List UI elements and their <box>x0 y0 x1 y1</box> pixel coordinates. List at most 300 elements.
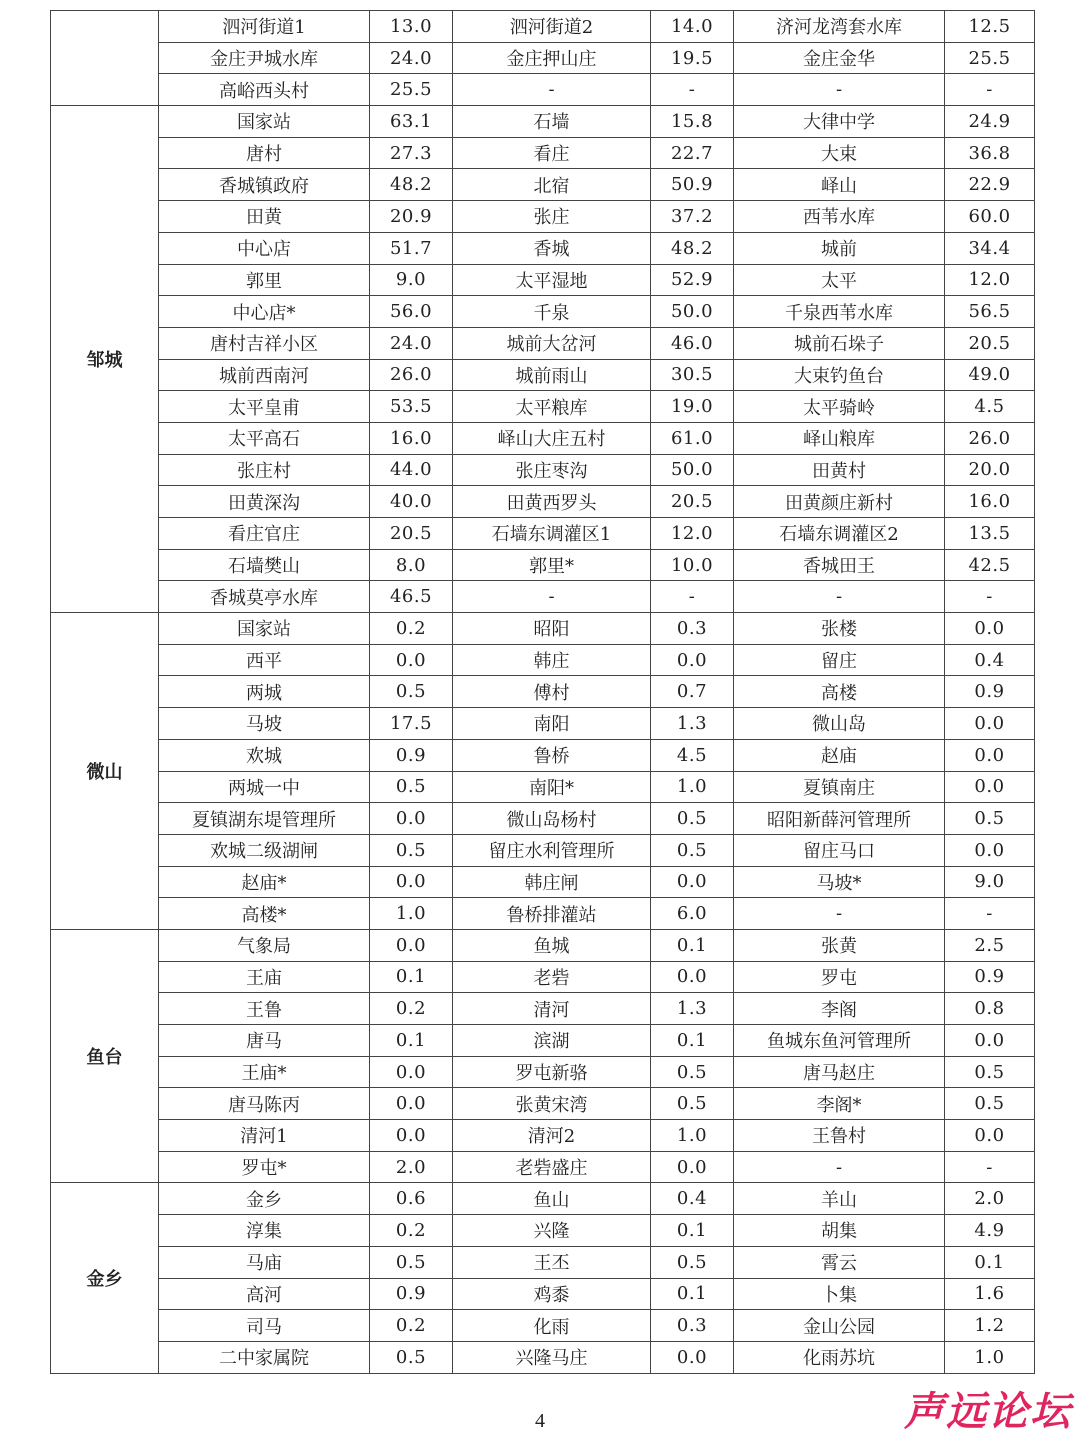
station-name-cell: 香城田王 <box>734 549 945 581</box>
station-name-cell: 司马 <box>159 1310 370 1342</box>
rainfall-value-cell: 0.1 <box>945 1246 1035 1278</box>
station-name-cell: 王庙* <box>159 1056 370 1088</box>
rainfall-value-cell: 22.9 <box>945 169 1035 201</box>
table-row <box>51 834 1035 866</box>
station-name-cell: 城前西南河 <box>159 359 370 391</box>
rainfall-value-cell: 48.2 <box>370 169 453 201</box>
rainfall-table-body <box>51 11 1035 1374</box>
station-name-cell: 马庙 <box>159 1246 370 1278</box>
table-row <box>51 169 1035 201</box>
rainfall-value-cell: 36.8 <box>945 137 1035 169</box>
station-name-cell: 张黄 <box>734 929 945 961</box>
station-name-cell: 清河 <box>453 993 651 1025</box>
rainfall-value-cell: 1.6 <box>945 1278 1035 1310</box>
rainfall-value-cell: 0.0 <box>370 803 453 835</box>
rainfall-value-cell: 2.0 <box>945 1183 1035 1215</box>
rainfall-value-cell: 2.5 <box>945 929 1035 961</box>
station-name-cell: 赵庙* <box>159 866 370 898</box>
station-name-cell: 卜集 <box>734 1278 945 1310</box>
table-row <box>51 929 1035 961</box>
rainfall-value-cell: 2.0 <box>370 1151 453 1183</box>
station-name-cell: 田黄深沟 <box>159 486 370 518</box>
rainfall-value-cell: 0.5 <box>651 1056 734 1088</box>
rainfall-value-cell: 0.2 <box>370 613 453 645</box>
table-row <box>51 803 1035 835</box>
rainfall-value-cell: 0.0 <box>370 1056 453 1088</box>
station-name-cell: 傅村 <box>453 676 651 708</box>
rainfall-value-cell: 0.2 <box>370 993 453 1025</box>
station-name-cell: 唐村 <box>159 137 370 169</box>
station-name-cell: 金山公园 <box>734 1310 945 1342</box>
rainfall-value-cell: 22.7 <box>651 137 734 169</box>
station-name-cell: 国家站 <box>159 106 370 138</box>
rainfall-value-cell: 0.0 <box>945 771 1035 803</box>
rainfall-value-cell: 0.0 <box>945 613 1035 645</box>
rainfall-value-cell: 0.7 <box>651 676 734 708</box>
station-name-cell: 昭阳 <box>453 613 651 645</box>
rainfall-value-cell: 37.2 <box>651 201 734 233</box>
table-row <box>51 1246 1035 1278</box>
station-name-cell: 化雨 <box>453 1310 651 1342</box>
rainfall-value-cell: 0.0 <box>370 1120 453 1152</box>
station-name-cell: 田黄西罗头 <box>453 486 651 518</box>
station-name-cell: 唐马赵庄 <box>734 1056 945 1088</box>
rainfall-value-cell: 0.5 <box>651 1088 734 1120</box>
rainfall-value-cell: 40.0 <box>370 486 453 518</box>
station-name-cell: 赵庙 <box>734 739 945 771</box>
table-row <box>51 644 1035 676</box>
rainfall-value-cell: 1.0 <box>651 1120 734 1152</box>
rainfall-value-cell: 0.2 <box>370 1215 453 1247</box>
station-name-cell: 高楼 <box>734 676 945 708</box>
station-name-cell: 鲁桥排灌站 <box>453 898 651 930</box>
rainfall-value-cell: 0.5 <box>370 1341 453 1373</box>
station-name-cell: 南阳 <box>453 708 651 740</box>
rainfall-value-cell: 26.0 <box>370 359 453 391</box>
table-row <box>51 898 1035 930</box>
rainfall-value-cell: 15.8 <box>651 106 734 138</box>
table-row <box>51 137 1035 169</box>
station-name-cell: 兴隆 <box>453 1215 651 1247</box>
rainfall-value-cell: 24.0 <box>370 42 453 74</box>
table-row <box>51 1151 1035 1183</box>
table-row <box>51 422 1035 454</box>
rainfall-value-cell: 9.0 <box>945 866 1035 898</box>
rainfall-value-cell: 61.0 <box>651 422 734 454</box>
rainfall-value-cell: 20.5 <box>651 486 734 518</box>
rainfall-value-cell: 8.0 <box>370 549 453 581</box>
station-name-cell: 高河 <box>159 1278 370 1310</box>
station-name-cell: 鸡黍 <box>453 1278 651 1310</box>
table-row <box>51 1025 1035 1057</box>
station-name-cell: 气象局 <box>159 929 370 961</box>
station-name-cell: - <box>734 898 945 930</box>
rainfall-value-cell: 0.4 <box>945 644 1035 676</box>
station-name-cell: 南阳* <box>453 771 651 803</box>
rainfall-value-cell: 0.1 <box>370 961 453 993</box>
station-name-cell: 二中家属院 <box>159 1341 370 1373</box>
table-row <box>51 708 1035 740</box>
station-name-cell: 微山岛 <box>734 708 945 740</box>
station-name-cell: 香城镇政府 <box>159 169 370 201</box>
table-row <box>51 232 1035 264</box>
rainfall-value-cell: - <box>651 74 734 106</box>
rainfall-value-cell: 0.3 <box>651 1310 734 1342</box>
rainfall-value-cell: 0.0 <box>370 1088 453 1120</box>
station-name-cell: 唐村吉祥小区 <box>159 327 370 359</box>
rainfall-value-cell: 17.5 <box>370 708 453 740</box>
rainfall-value-cell: 0.2 <box>370 1310 453 1342</box>
station-name-cell: 石墙东调灌区1 <box>453 518 651 550</box>
rainfall-value-cell: 20.5 <box>370 518 453 550</box>
rainfall-value-cell: 27.3 <box>370 137 453 169</box>
table-row <box>51 1120 1035 1152</box>
station-name-cell: 大律中学 <box>734 106 945 138</box>
rainfall-value-cell: 20.9 <box>370 201 453 233</box>
station-name-cell: 张庄 <box>453 201 651 233</box>
rainfall-value-cell: 0.8 <box>945 993 1035 1025</box>
station-name-cell: 金乡 <box>159 1183 370 1215</box>
station-name-cell: 罗屯新骆 <box>453 1056 651 1088</box>
county-cell: 邹城 <box>51 106 159 613</box>
station-name-cell: 两城一中 <box>159 771 370 803</box>
station-name-cell: 太平 <box>734 264 945 296</box>
rainfall-table <box>50 10 1035 1374</box>
rainfall-value-cell: 34.4 <box>945 232 1035 264</box>
rainfall-value-cell: 0.5 <box>945 1056 1035 1088</box>
station-name-cell: 北宿 <box>453 169 651 201</box>
rainfall-value-cell: 0.0 <box>370 644 453 676</box>
rainfall-value-cell: 44.0 <box>370 454 453 486</box>
table-row <box>51 771 1035 803</box>
table-row <box>51 1215 1035 1247</box>
rainfall-value-cell: 0.5 <box>945 1088 1035 1120</box>
table-row <box>51 549 1035 581</box>
rainfall-value-cell: 0.0 <box>651 961 734 993</box>
rainfall-value-cell: 14.0 <box>651 11 734 43</box>
station-name-cell: 霄云 <box>734 1246 945 1278</box>
table-row <box>51 1183 1035 1215</box>
station-name-cell: - <box>734 581 945 613</box>
station-name-cell: 千泉西苇水库 <box>734 296 945 328</box>
station-name-cell: 太平皇甫 <box>159 391 370 423</box>
rainfall-value-cell: 25.5 <box>945 42 1035 74</box>
station-name-cell: 夏镇南庄 <box>734 771 945 803</box>
station-name-cell: 大束钓鱼台 <box>734 359 945 391</box>
station-name-cell: 李阁 <box>734 993 945 1025</box>
rainfall-value-cell: 0.0 <box>651 866 734 898</box>
rainfall-value-cell: 0.5 <box>370 1246 453 1278</box>
station-name-cell: 石墙 <box>453 106 651 138</box>
station-name-cell: 香城 <box>453 232 651 264</box>
station-name-cell: 胡集 <box>734 1215 945 1247</box>
table-row <box>51 391 1035 423</box>
rainfall-value-cell: 0.5 <box>370 676 453 708</box>
rainfall-value-cell: 46.0 <box>651 327 734 359</box>
station-name-cell: 韩庄闸 <box>453 866 651 898</box>
county-cell <box>51 11 159 106</box>
station-name-cell: 高峪西头村 <box>159 74 370 106</box>
table-row <box>51 42 1035 74</box>
county-cell: 鱼台 <box>51 929 159 1183</box>
station-name-cell: 太平骑岭 <box>734 391 945 423</box>
station-name-cell: 国家站 <box>159 613 370 645</box>
rainfall-value-cell: 50.9 <box>651 169 734 201</box>
station-name-cell: 看庄 <box>453 137 651 169</box>
rainfall-value-cell: 13.0 <box>370 11 453 43</box>
station-name-cell: 田黄颜庄新村 <box>734 486 945 518</box>
station-name-cell: 鱼城 <box>453 929 651 961</box>
station-name-cell: 看庄官庄 <box>159 518 370 550</box>
station-name-cell: 马坡* <box>734 866 945 898</box>
station-name-cell: 金庄金华 <box>734 42 945 74</box>
table-row <box>51 201 1035 233</box>
station-name-cell: 滨湖 <box>453 1025 651 1057</box>
rainfall-value-cell: 46.5 <box>370 581 453 613</box>
station-name-cell: 西苇水库 <box>734 201 945 233</box>
rainfall-value-cell: 0.0 <box>945 1120 1035 1152</box>
station-name-cell: 留庄马口 <box>734 834 945 866</box>
station-name-cell: 欢城二级湖闸 <box>159 834 370 866</box>
rainfall-value-cell: - <box>945 898 1035 930</box>
station-name-cell: 韩庄 <box>453 644 651 676</box>
station-name-cell: 清河2 <box>453 1120 651 1152</box>
rainfall-value-cell: 53.5 <box>370 391 453 423</box>
station-name-cell: 峄山粮库 <box>734 422 945 454</box>
station-name-cell: 鱼山 <box>453 1183 651 1215</box>
station-name-cell: 金庄押山庄 <box>453 42 651 74</box>
station-name-cell: 泗河街道2 <box>453 11 651 43</box>
table-row <box>51 486 1035 518</box>
rainfall-value-cell: 0.0 <box>651 1341 734 1373</box>
rainfall-value-cell: 10.0 <box>651 549 734 581</box>
rainfall-value-cell: 0.0 <box>945 834 1035 866</box>
station-name-cell: 千泉 <box>453 296 651 328</box>
rainfall-value-cell: 13.5 <box>945 518 1035 550</box>
table-row <box>51 1310 1035 1342</box>
rainfall-value-cell: 0.9 <box>370 1278 453 1310</box>
rainfall-value-cell: 19.5 <box>651 42 734 74</box>
rainfall-value-cell: 52.9 <box>651 264 734 296</box>
table-row <box>51 581 1035 613</box>
station-name-cell: 鲁桥 <box>453 739 651 771</box>
station-name-cell: 香城莫亭水库 <box>159 581 370 613</box>
rainfall-value-cell: 26.0 <box>945 422 1035 454</box>
table-row <box>51 1088 1035 1120</box>
station-name-cell: 马坡 <box>159 708 370 740</box>
station-name-cell: 鱼城东鱼河管理所 <box>734 1025 945 1057</box>
rainfall-value-cell: 0.0 <box>651 1151 734 1183</box>
rainfall-value-cell: - <box>945 74 1035 106</box>
station-name-cell: 李阁* <box>734 1088 945 1120</box>
table-row <box>51 866 1035 898</box>
table-row <box>51 613 1035 645</box>
rainfall-value-cell: 0.5 <box>651 834 734 866</box>
page-number: 4 <box>535 1410 545 1432</box>
rainfall-value-cell: 16.0 <box>945 486 1035 518</box>
rainfall-value-cell: 50.0 <box>651 454 734 486</box>
station-name-cell: 唐马陈丙 <box>159 1088 370 1120</box>
station-name-cell: - <box>453 74 651 106</box>
rainfall-value-cell: 0.3 <box>651 613 734 645</box>
rainfall-value-cell: 0.5 <box>651 803 734 835</box>
rainfall-value-cell: 0.1 <box>651 929 734 961</box>
station-name-cell: 西平 <box>159 644 370 676</box>
station-name-cell: 罗屯* <box>159 1151 370 1183</box>
rainfall-value-cell: 12.0 <box>651 518 734 550</box>
rainfall-value-cell: 20.5 <box>945 327 1035 359</box>
station-name-cell: 淳集 <box>159 1215 370 1247</box>
rainfall-value-cell: - <box>945 581 1035 613</box>
station-name-cell: 大束 <box>734 137 945 169</box>
rainfall-value-cell: 0.5 <box>945 803 1035 835</box>
station-name-cell: 两城 <box>159 676 370 708</box>
rainfall-value-cell: 0.1 <box>651 1025 734 1057</box>
table-row <box>51 74 1035 106</box>
rainfall-value-cell: 0.1 <box>370 1025 453 1057</box>
rainfall-value-cell: 9.0 <box>370 264 453 296</box>
rainfall-value-cell: 50.0 <box>651 296 734 328</box>
station-name-cell: 张庄村 <box>159 454 370 486</box>
station-name-cell: 老砦 <box>453 961 651 993</box>
station-name-cell: - <box>453 581 651 613</box>
station-name-cell: 清河1 <box>159 1120 370 1152</box>
table-row <box>51 264 1035 296</box>
station-name-cell: 夏镇湖东堤管理所 <box>159 803 370 835</box>
table-row <box>51 1056 1035 1088</box>
rainfall-value-cell: 56.5 <box>945 296 1035 328</box>
rainfall-value-cell: 1.3 <box>651 993 734 1025</box>
rainfall-value-cell: 25.5 <box>370 74 453 106</box>
station-name-cell: 石墙东调灌区2 <box>734 518 945 550</box>
rainfall-value-cell: 0.0 <box>370 866 453 898</box>
station-name-cell: 高楼* <box>159 898 370 930</box>
rainfall-value-cell: 24.9 <box>945 106 1035 138</box>
table-row <box>51 518 1035 550</box>
rainfall-value-cell: 0.9 <box>945 961 1035 993</box>
station-name-cell: 唐马 <box>159 1025 370 1057</box>
rainfall-value-cell: 1.0 <box>945 1341 1035 1373</box>
table-row <box>51 11 1035 43</box>
rainfall-value-cell: 20.0 <box>945 454 1035 486</box>
rainfall-value-cell: - <box>651 581 734 613</box>
rainfall-value-cell: 0.0 <box>945 1025 1035 1057</box>
forum-watermark-logo: 声远论坛 <box>904 1389 1072 1435</box>
rainfall-value-cell: 0.6 <box>370 1183 453 1215</box>
station-name-cell: 田黄 <box>159 201 370 233</box>
station-name-cell: 王丕 <box>453 1246 651 1278</box>
rainfall-value-cell: 0.0 <box>651 644 734 676</box>
table-row <box>51 1278 1035 1310</box>
table-row <box>51 993 1035 1025</box>
station-name-cell: 城前 <box>734 232 945 264</box>
rainfall-value-cell: 0.0 <box>945 739 1035 771</box>
rainfall-value-cell: 19.0 <box>651 391 734 423</box>
table-row <box>51 106 1035 138</box>
rainfall-value-cell: 1.3 <box>651 708 734 740</box>
station-name-cell: 羊山 <box>734 1183 945 1215</box>
rainfall-value-cell: 0.5 <box>370 771 453 803</box>
table-row <box>51 1341 1035 1373</box>
rainfall-value-cell: 6.0 <box>651 898 734 930</box>
station-name-cell: - <box>734 74 945 106</box>
county-cell: 金乡 <box>51 1183 159 1373</box>
station-name-cell: 张楼 <box>734 613 945 645</box>
station-name-cell: 化雨苏坑 <box>734 1341 945 1373</box>
rainfall-value-cell: 51.7 <box>370 232 453 264</box>
station-name-cell: 王鲁 <box>159 993 370 1025</box>
station-name-cell: 罗屯 <box>734 961 945 993</box>
table-row <box>51 296 1035 328</box>
station-name-cell: 王庙 <box>159 961 370 993</box>
station-name-cell: 泗河街道1 <box>159 11 370 43</box>
rainfall-value-cell: 0.1 <box>651 1215 734 1247</box>
rainfall-value-cell: 4.5 <box>945 391 1035 423</box>
station-name-cell: 中心店 <box>159 232 370 264</box>
station-name-cell: 峄山 <box>734 169 945 201</box>
rainfall-value-cell: 0.0 <box>945 708 1035 740</box>
station-name-cell: 石墙樊山 <box>159 549 370 581</box>
station-name-cell: 兴隆马庄 <box>453 1341 651 1373</box>
station-name-cell: 峄山大庄五村 <box>453 422 651 454</box>
rainfall-value-cell: 24.0 <box>370 327 453 359</box>
station-name-cell: 张黄宋湾 <box>453 1088 651 1120</box>
rainfall-value-cell: 48.2 <box>651 232 734 264</box>
rainfall-value-cell: 1.0 <box>370 898 453 930</box>
table-row <box>51 739 1035 771</box>
rainfall-value-cell: 0.1 <box>651 1278 734 1310</box>
table-row <box>51 676 1035 708</box>
rainfall-value-cell: 60.0 <box>945 201 1035 233</box>
rainfall-value-cell: 0.4 <box>651 1183 734 1215</box>
rainfall-value-cell: 63.1 <box>370 106 453 138</box>
county-cell: 微山 <box>51 613 159 930</box>
rainfall-value-cell: 0.0 <box>370 929 453 961</box>
rainfall-value-cell: 4.9 <box>945 1215 1035 1247</box>
rainfall-value-cell: 1.2 <box>945 1310 1035 1342</box>
station-name-cell: 王鲁村 <box>734 1120 945 1152</box>
table-row <box>51 454 1035 486</box>
station-name-cell: 欢城 <box>159 739 370 771</box>
table-row <box>51 327 1035 359</box>
station-name-cell: 太平湿地 <box>453 264 651 296</box>
station-name-cell: 留庄 <box>734 644 945 676</box>
rainfall-value-cell: 4.5 <box>651 739 734 771</box>
rainfall-value-cell: 1.0 <box>651 771 734 803</box>
station-name-cell: 昭阳新薛河管理所 <box>734 803 945 835</box>
station-name-cell: 留庄水利管理所 <box>453 834 651 866</box>
rainfall-value-cell: - <box>945 1151 1035 1183</box>
station-name-cell: 中心店* <box>159 296 370 328</box>
station-name-cell: 郭里 <box>159 264 370 296</box>
station-name-cell: 张庄枣沟 <box>453 454 651 486</box>
station-name-cell: 郭里* <box>453 549 651 581</box>
rainfall-value-cell: 56.0 <box>370 296 453 328</box>
station-name-cell: - <box>734 1151 945 1183</box>
rainfall-value-cell: 0.5 <box>370 834 453 866</box>
station-name-cell: 城前雨山 <box>453 359 651 391</box>
table-row <box>51 359 1035 391</box>
station-name-cell: 金庄尹城水库 <box>159 42 370 74</box>
rainfall-value-cell: 42.5 <box>945 549 1035 581</box>
station-name-cell: 太平高石 <box>159 422 370 454</box>
table-row <box>51 961 1035 993</box>
rainfall-value-cell: 12.0 <box>945 264 1035 296</box>
rainfall-value-cell: 49.0 <box>945 359 1035 391</box>
rainfall-value-cell: 0.9 <box>370 739 453 771</box>
station-name-cell: 太平粮库 <box>453 391 651 423</box>
rainfall-value-cell: 0.9 <box>945 676 1035 708</box>
